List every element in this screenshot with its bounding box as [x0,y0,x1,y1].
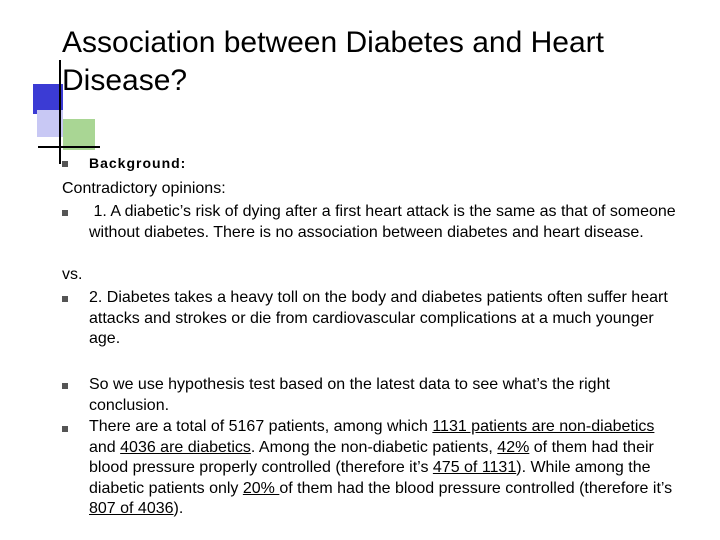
contradictory-heading: Contradictory opinions: [62,180,226,197]
data-text-6: of them had the blood pressure controlled (therefore it’s [279,479,673,497]
opinion-1-text: 1. A diabetic’s risk of dying after a first heart attack is the same as that of someone without diabetes. There is no association between diabetes and heart disease. [89,203,676,241]
decor-line-horizontal [38,146,100,148]
nondiabetic-fraction: 475 of 1131 [432,459,517,476]
nondiabetic-percent: 42% [497,438,530,456]
opinion-1 [89,202,679,243]
bullet-icon [62,210,68,216]
vs-label: vs. [62,266,83,283]
bullet-icon [62,161,68,167]
hypothesis-text: So we use hypothesis test based on the latest data to see what’s the right conclusion. [89,376,610,414]
bullet-icon [62,296,68,302]
data-text-7: ). [173,500,184,517]
data-text-5: ). While among the diabetic patients only [89,459,651,497]
opinion-2: 2. Diabetes takes a heavy toll on the body and diabetes patients often suffer heart attacks and strokes or die from cardiovascular complications at a much younger age. [89,289,668,347]
data-text-2: and [89,438,121,456]
diabetic-percent: 20% [242,479,280,497]
data-text-4: of them had their blood pressure properly controlled (therefore it’s [89,438,654,476]
data-text-1: There are a total of 5167 patients, among which [89,418,433,435]
background-label: Background: [89,155,187,171]
bullet-icon [62,383,68,389]
diabetic-count: 4036 are diabetics [120,438,251,456]
data-paragraph [89,417,679,520]
decor-line-vertical [59,60,61,164]
diabetic-fraction: 807 of 4036 [89,500,174,517]
data-text-3: . Among the non-diabetic patients, [250,438,498,456]
bullet-icon [62,426,68,432]
slide-title: Association between Diabetes and Heart Disease? [62,26,604,97]
nondiabetic-count: 1131 patients are non-diabetics [432,418,655,435]
